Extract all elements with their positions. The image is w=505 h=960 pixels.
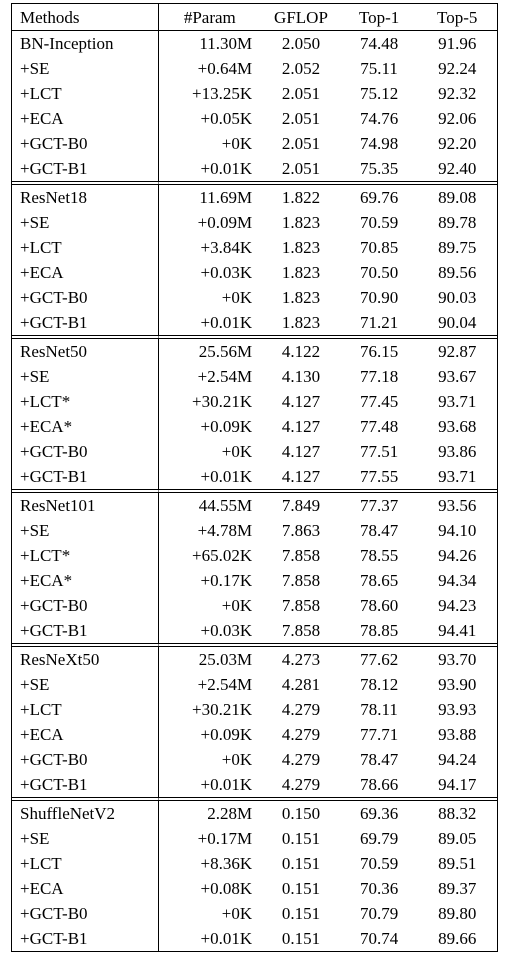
- cell-method: +GCT-B0: [12, 593, 159, 618]
- cell-param: +0.09K: [200, 725, 253, 744]
- cell-gflop: 4.281: [281, 675, 321, 694]
- cell-param: +0.03K: [200, 621, 253, 640]
- cell-method: +ECA: [12, 106, 159, 131]
- cell-method: +GCT-B0: [12, 439, 159, 464]
- cell-param: +0.17K: [200, 571, 253, 590]
- cell-top1: 70.74: [359, 929, 399, 948]
- cell-gflop: 0.150: [261, 797, 341, 826]
- cell-gflop: 4.279: [281, 750, 321, 769]
- table-row: [12, 156, 497, 181]
- cell-top5: 89.78: [438, 213, 477, 232]
- cell-method: +ECA*: [12, 414, 159, 439]
- cell-top5: 89.66: [438, 929, 477, 948]
- cell-gflop: 7.858: [281, 621, 321, 640]
- table-row: [12, 926, 497, 951]
- cell-method: +LCT: [12, 851, 159, 876]
- header-param: #Param: [159, 4, 262, 31]
- cell-top1: 77.48: [359, 417, 399, 436]
- cell-top5: 89.56: [438, 263, 477, 282]
- cell-param: +0.17M: [197, 829, 253, 848]
- cell-method: +GCT-B0: [12, 901, 159, 926]
- cell-top1: 75.12: [359, 84, 399, 103]
- table-row: [12, 364, 497, 389]
- cell-top5: 93.70: [417, 643, 497, 672]
- cell-gflop: 4.127: [281, 417, 321, 436]
- cell-param: +0.01K: [200, 313, 253, 332]
- cell-method: +LCT*: [12, 389, 159, 414]
- table-row: [12, 672, 497, 697]
- cell-top5: 88.32: [417, 797, 497, 826]
- cell-method: +LCT: [12, 235, 159, 260]
- cell-method: +GCT-B1: [12, 772, 159, 797]
- cell-gflop: 7.849: [261, 489, 341, 518]
- cell-param: +30.21K: [192, 392, 253, 411]
- cell-gflop: 0.151: [281, 929, 321, 948]
- cell-method: BN-Inception: [12, 31, 159, 56]
- cell-method: ResNet101: [12, 489, 159, 518]
- cell-top1: 77.71: [359, 725, 399, 744]
- cell-param: +0.01K: [200, 775, 253, 794]
- cell-param: +0K: [221, 288, 253, 307]
- cell-param: +3.84K: [200, 238, 253, 257]
- header-methods: Methods: [12, 4, 159, 31]
- cell-top5: 94.17: [438, 775, 477, 794]
- cell-top1: 69.79: [359, 829, 399, 848]
- cell-top5: 89.80: [438, 904, 477, 923]
- cell-top1: 70.36: [359, 879, 399, 898]
- cell-gflop: 2.051: [281, 159, 321, 178]
- table-row: [12, 106, 497, 131]
- cell-top5: 93.90: [438, 675, 477, 694]
- cell-top1: 78.47: [359, 750, 399, 769]
- cell-top5: 92.32: [438, 84, 477, 103]
- cell-top1: 70.85: [359, 238, 399, 257]
- cell-top5: 92.06: [438, 109, 477, 128]
- cell-gflop: 4.130: [281, 367, 321, 386]
- cell-top1: 75.35: [359, 159, 399, 178]
- cell-method: +ECA: [12, 260, 159, 285]
- cell-param: 11.30M: [199, 34, 253, 53]
- cell-top5: 92.20: [438, 134, 477, 153]
- cell-method: +SE: [12, 672, 159, 697]
- cell-top5: 92.40: [438, 159, 477, 178]
- cell-method: +GCT-B1: [12, 618, 159, 643]
- cell-top1: 78.55: [359, 546, 399, 565]
- cell-top1: 74.48: [359, 34, 399, 53]
- cell-top1: 69.76: [341, 181, 418, 210]
- cell-method: +GCT-B1: [12, 310, 159, 335]
- cell-top5: 90.04: [438, 313, 477, 332]
- cell-gflop: 1.822: [261, 181, 341, 210]
- cell-method: +ECA: [12, 722, 159, 747]
- cell-top1: 70.79: [359, 904, 399, 923]
- cell-param: +0K: [221, 442, 253, 461]
- table-row: [12, 310, 497, 335]
- header-gflop: GFLOP: [261, 4, 341, 31]
- table-row: [12, 568, 497, 593]
- cell-top1: 78.85: [359, 621, 399, 640]
- table-row: [12, 81, 497, 106]
- cell-top5: 89.37: [438, 879, 477, 898]
- cell-method: +LCT: [12, 81, 159, 106]
- cell-gflop: 4.273: [261, 643, 341, 672]
- cell-param: +2.54M: [197, 367, 253, 386]
- cell-top5: 91.96: [438, 34, 477, 53]
- cell-gflop: 2.051: [281, 134, 321, 153]
- cell-gflop: 1.823: [281, 213, 321, 232]
- cell-top5: 93.67: [438, 367, 477, 386]
- cell-top5: 94.34: [438, 571, 477, 590]
- table-row: [12, 489, 497, 518]
- cell-method: ShuffleNetV2: [12, 797, 159, 826]
- table-row: [12, 335, 497, 364]
- cell-param: 25.03M: [159, 643, 262, 672]
- cell-gflop: 1.823: [281, 263, 321, 282]
- table-row: [12, 31, 497, 56]
- cell-param: +0.09K: [200, 417, 253, 436]
- cell-gflop: 1.823: [281, 288, 321, 307]
- table-row: [12, 464, 497, 489]
- cell-method: +ECA*: [12, 568, 159, 593]
- cell-gflop: 4.127: [281, 467, 321, 486]
- cell-param: +0K: [221, 750, 253, 769]
- cell-gflop: 1.823: [281, 238, 321, 257]
- cell-param: 11.69M: [159, 181, 262, 210]
- cell-top1: 78.66: [359, 775, 399, 794]
- cell-top1: 77.18: [359, 367, 399, 386]
- cell-method: +GCT-B0: [12, 285, 159, 310]
- table-row: [12, 697, 497, 722]
- cell-gflop: 7.858: [281, 546, 321, 565]
- cell-gflop: 0.151: [281, 879, 321, 898]
- table-row: [12, 618, 497, 643]
- table-row: [12, 593, 497, 618]
- cell-gflop: 4.122: [261, 335, 341, 364]
- cell-top5: 94.10: [438, 521, 477, 540]
- cell-gflop: 7.858: [281, 571, 321, 590]
- cell-gflop: 2.050: [281, 34, 321, 53]
- cell-top5: 89.08: [417, 181, 497, 210]
- header-top5: Top-5: [417, 4, 497, 31]
- cell-top1: 77.62: [341, 643, 418, 672]
- table-row: [12, 131, 497, 156]
- table-row: [12, 439, 497, 464]
- table-row: [12, 643, 497, 672]
- cell-top1: 70.90: [359, 288, 399, 307]
- cell-method: +SE: [12, 364, 159, 389]
- cell-param: +0.01K: [200, 467, 253, 486]
- table-row: [12, 235, 497, 260]
- cell-top5: 93.86: [438, 442, 477, 461]
- cell-top1: 78.47: [359, 521, 399, 540]
- table-row: [12, 747, 497, 772]
- cell-param: +0K: [221, 134, 253, 153]
- cell-method: ResNet50: [12, 335, 159, 364]
- cell-param: +0.08K: [200, 879, 253, 898]
- cell-method: +GCT-B1: [12, 464, 159, 489]
- cell-top5: 92.87: [417, 335, 497, 364]
- table-row: [12, 772, 497, 797]
- table-row: [12, 851, 497, 876]
- table-row: [12, 181, 497, 210]
- cell-method: +GCT-B1: [12, 156, 159, 181]
- cell-method: +SE: [12, 210, 159, 235]
- cell-method: +LCT: [12, 697, 159, 722]
- cell-top5: 93.56: [417, 489, 497, 518]
- cell-top5: 93.71: [438, 467, 477, 486]
- cell-param: +30.21K: [192, 700, 253, 719]
- cell-gflop: 4.279: [281, 700, 321, 719]
- cell-top1: 78.60: [359, 596, 399, 615]
- cell-gflop: 1.823: [281, 313, 321, 332]
- cell-param: +2.54M: [197, 675, 253, 694]
- results-table: [11, 3, 498, 952]
- table-header: [12, 4, 497, 31]
- table-row: [12, 260, 497, 285]
- cell-param: 2.28M: [159, 797, 262, 826]
- cell-top5: 94.41: [438, 621, 477, 640]
- cell-method: +SE: [12, 56, 159, 81]
- cell-method: +LCT*: [12, 543, 159, 568]
- cell-top5: 89.75: [438, 238, 477, 257]
- cell-top1: 77.55: [359, 467, 399, 486]
- cell-method: +GCT-B0: [12, 747, 159, 772]
- cell-top1: 77.45: [359, 392, 399, 411]
- table-body: [12, 31, 497, 951]
- table-row: [12, 414, 497, 439]
- cell-method: ResNet18: [12, 181, 159, 210]
- cell-top1: 75.11: [360, 59, 398, 78]
- cell-param: +0.03K: [200, 263, 253, 282]
- cell-top5: 89.51: [438, 854, 477, 873]
- cell-gflop: 0.151: [281, 829, 321, 848]
- cell-gflop: 7.863: [281, 521, 321, 540]
- cell-method: ResNeXt50: [12, 643, 159, 672]
- cell-top5: 94.24: [438, 750, 477, 769]
- cell-gflop: 4.279: [281, 725, 321, 744]
- cell-gflop: 4.127: [281, 392, 321, 411]
- cell-param: +0K: [221, 904, 253, 923]
- cell-top1: 69.36: [341, 797, 418, 826]
- cell-top1: 70.50: [359, 263, 399, 282]
- cell-method: +SE: [12, 518, 159, 543]
- cell-top1: 78.65: [359, 571, 399, 590]
- cell-top1: 77.51: [359, 442, 399, 461]
- cell-top1: 78.12: [359, 675, 399, 694]
- cell-top1: 70.59: [359, 854, 399, 873]
- table-row: [12, 210, 497, 235]
- header-top1: Top-1: [341, 4, 418, 31]
- cell-param: +0K: [221, 596, 253, 615]
- cell-param: 25.56M: [159, 335, 262, 364]
- cell-top5: 93.71: [438, 392, 477, 411]
- table-row: [12, 901, 497, 926]
- cell-top1: 74.76: [359, 109, 399, 128]
- cell-gflop: 2.051: [281, 109, 321, 128]
- cell-param: +0.01K: [200, 929, 253, 948]
- cell-param: +8.36K: [200, 854, 253, 873]
- cell-param: +4.78M: [197, 521, 253, 540]
- cell-method: +ECA: [12, 876, 159, 901]
- table-row: [12, 826, 497, 851]
- table-row: [12, 722, 497, 747]
- cell-top1: 70.59: [359, 213, 399, 232]
- cell-gflop: 2.051: [281, 84, 321, 103]
- cell-param: +0.05K: [200, 109, 253, 128]
- cell-top5: 90.03: [438, 288, 477, 307]
- cell-top5: 92.24: [438, 59, 477, 78]
- table-row: [12, 543, 497, 568]
- table-row: [12, 518, 497, 543]
- cell-top1: 74.98: [359, 134, 399, 153]
- cell-gflop: 0.151: [281, 904, 321, 923]
- table-row: [12, 56, 497, 81]
- cell-top5: 94.23: [438, 596, 477, 615]
- cell-gflop: 0.151: [281, 854, 321, 873]
- cell-gflop: 7.858: [281, 596, 321, 615]
- table-row: [12, 285, 497, 310]
- cell-gflop: 4.127: [281, 442, 321, 461]
- table-row: [12, 389, 497, 414]
- cell-top5: 93.93: [438, 700, 477, 719]
- cell-top5: 89.05: [438, 829, 477, 848]
- cell-gflop: 4.279: [281, 775, 321, 794]
- cell-top5: 93.88: [438, 725, 477, 744]
- cell-param: +0.64M: [197, 59, 253, 78]
- cell-gflop: 2.052: [281, 59, 321, 78]
- cell-top1: 76.15: [341, 335, 418, 364]
- cell-top1: 78.11: [360, 700, 398, 719]
- cell-top1: 77.37: [341, 489, 418, 518]
- table-row: [12, 876, 497, 901]
- cell-top5: 93.68: [438, 417, 477, 436]
- cell-param: +0.09M: [197, 213, 253, 232]
- cell-method: +SE: [12, 826, 159, 851]
- cell-top1: 71.21: [359, 313, 399, 332]
- table-row: [12, 797, 497, 826]
- cell-param: +0.01K: [200, 159, 253, 178]
- cell-top5: 94.26: [438, 546, 477, 565]
- cell-method: +GCT-B1: [12, 926, 159, 951]
- cell-method: +GCT-B0: [12, 131, 159, 156]
- cell-param: 44.55M: [159, 489, 262, 518]
- header-row: [12, 4, 497, 31]
- cell-param: +65.02K: [192, 546, 253, 565]
- cell-param: +13.25K: [192, 84, 253, 103]
